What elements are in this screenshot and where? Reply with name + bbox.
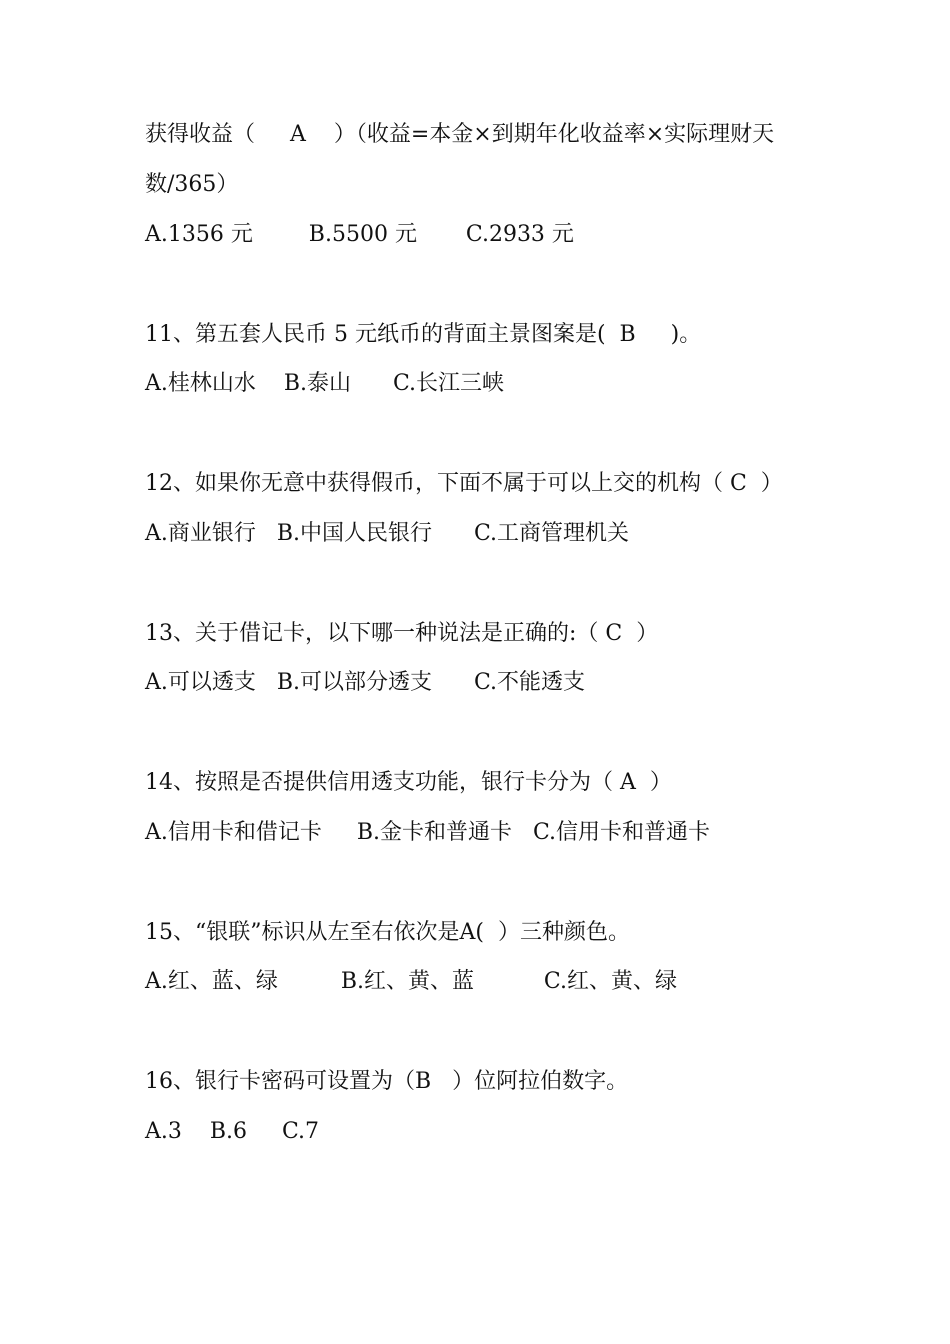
- question-13-options: A.可以透支 B.可以部分透支 C.不能透支: [145, 670, 586, 695]
- question-14-options: A.信用卡和借记卡 B.金卡和普通卡 C.信用卡和普通卡: [145, 820, 711, 845]
- question-10-stem-continued: 数/365）: [145, 172, 239, 197]
- question-16-options: A.3 B.6 C.7: [145, 1119, 320, 1144]
- question-12-options: A.商业银行 B.中国人民银行 C.工商管理机关: [145, 521, 630, 546]
- question-14-stem: 14、按照是否提供信用透支功能，银行卡分为（ A ）: [145, 770, 672, 795]
- question-11-stem: 11、第五套人民币 5 元纸币的背面主景图案是( B )。: [145, 322, 702, 347]
- question-12-stem: 12、如果你无意中获得假币，下面不属于可以上交的机构（ C ）: [145, 471, 783, 496]
- question-15-options: A.红、蓝、绿 B.红、黄、蓝 C.红、黄、绿: [145, 969, 677, 994]
- question-13-stem: 13、关于借记卡，以下哪一种说法是正确的:（ C ）: [145, 621, 659, 646]
- question-15-stem: 15、“银联”标识从左至右依次是A( ）三种颜色。: [145, 920, 630, 945]
- question-10-options: A.1356 元 B.5500 元 C.2933 元: [145, 222, 574, 247]
- question-11-options: A.桂林山水 B.泰山 C.长江三峡: [145, 371, 505, 396]
- question-10-stem: 获得收益（ A ）（收益=本金×到期年化收益率×实际理财天: [145, 122, 775, 147]
- question-16-stem: 16、银行卡密码可设置为（B ）位阿拉伯数字。: [145, 1069, 629, 1094]
